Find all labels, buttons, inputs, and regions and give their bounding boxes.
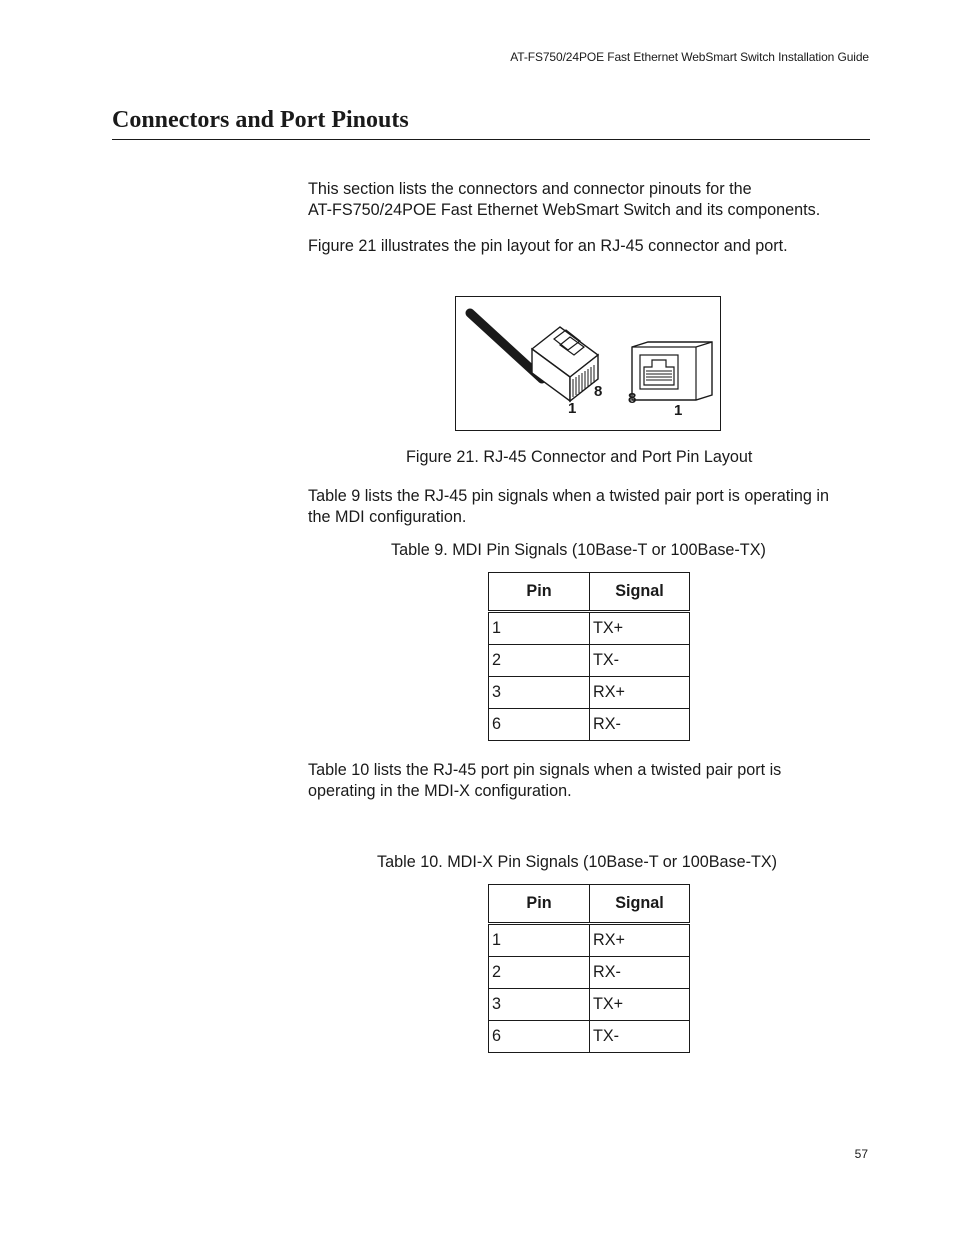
rj45-port-shape [632, 342, 712, 400]
table-row [489, 957, 690, 989]
figure-21-caption: Figure 21. RJ-45 Connector and Port Pin Layout [406, 448, 753, 466]
pin-cell: 1 [489, 612, 590, 645]
signal-cell: RX+ [590, 924, 690, 957]
plug-pin-1-label: 1 [568, 400, 577, 417]
signal-cell: RX+ [590, 677, 690, 709]
signal-cell: TX- [590, 645, 690, 677]
page-number: 57 [854, 1147, 868, 1161]
signal-cell: TX+ [590, 612, 690, 645]
intro-paragraph [308, 179, 878, 220]
signal-cell: RX- [590, 709, 690, 741]
table-9-intro-line-2: the MDI configuration. [308, 507, 467, 526]
table-10-intro-line-1: Table 10 lists the RJ-45 port pin signals when a twisted pair port is [308, 761, 782, 779]
signal-cell: RX- [590, 957, 690, 989]
pin-cell: 6 [489, 709, 590, 741]
intro-line-2: AT-FS750/24POE Fast Ethernet WebSmart Switch and its components. [308, 200, 821, 219]
table-9 [488, 572, 690, 741]
table-10 [488, 884, 690, 1053]
pin-cell: 2 [489, 645, 590, 677]
plug-pin-8-label: 8 [594, 383, 603, 400]
pin-cell: 2 [489, 957, 590, 989]
table-row [489, 612, 690, 645]
column-header-pin: Pin [489, 573, 590, 612]
rj45-figure [455, 296, 721, 431]
table-9-intro-paragraph [308, 486, 878, 527]
signal-cell: TX- [590, 1021, 690, 1053]
pin-cell: 3 [489, 677, 590, 709]
pin-cell: 1 [489, 924, 590, 957]
table-row [489, 677, 690, 709]
pin-cell: 3 [489, 989, 590, 1021]
table-row [489, 924, 690, 957]
table-header-row [489, 885, 690, 924]
pin-cell: 6 [489, 1021, 590, 1053]
cable-shape [470, 313, 542, 379]
intro-line-1: This section lists the connectors and connector pinouts for the [308, 180, 752, 198]
table-row [489, 645, 690, 677]
running-header: AT-FS750/24POE Fast Ethernet WebSmart Switch Installation Guide [510, 50, 869, 64]
table-row [489, 709, 690, 741]
figure-reference-text: Figure 21 illustrates the pin layout for an RJ-45 connector and port. [308, 237, 788, 255]
port-pin-1-label: 1 [674, 402, 683, 419]
rj45-plug-shape [532, 327, 598, 401]
signal-cell: TX+ [590, 989, 690, 1021]
section-title: Connectors and Port Pinouts [112, 107, 409, 133]
table-row [489, 1021, 690, 1053]
figure-reference-paragraph [308, 236, 878, 257]
title-rule [112, 139, 870, 140]
column-header-signal: Signal [590, 573, 690, 612]
column-header-pin: Pin [489, 885, 590, 924]
table-9-intro-line-1: Table 9 lists the RJ-45 pin signals when a twisted pair port is operating in [308, 487, 829, 505]
column-header-signal: Signal [590, 885, 690, 924]
table-10-intro-line-2: operating in the MDI-X configuration. [308, 781, 572, 800]
table-10-caption: Table 10. MDI-X Pin Signals (10Base-T or 100Base-TX) [377, 853, 778, 871]
table-9-caption: Table 9. MDI Pin Signals (10Base-T or 100Base-TX) [391, 541, 766, 559]
table-header-row [489, 573, 690, 612]
rj45-illustration [456, 297, 720, 430]
table-row [489, 989, 690, 1021]
port-pin-8-label: 8 [628, 390, 637, 407]
table-10-intro-paragraph [308, 760, 878, 801]
